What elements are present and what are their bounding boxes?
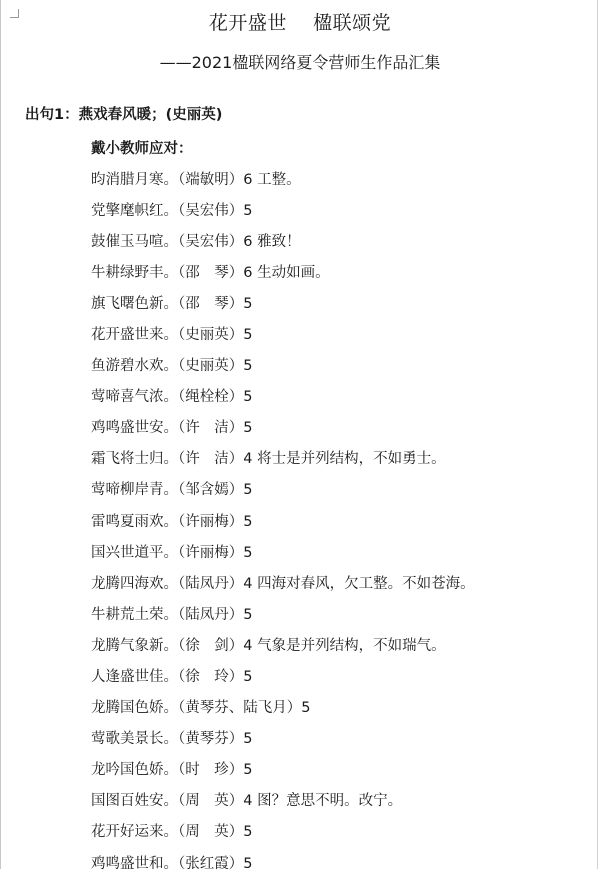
entry-score: 4 — [243, 575, 253, 592]
entry-line: 莺啼柳岸青。 — [91, 482, 178, 499]
entry-line: 鼓催玉马喧。 — [91, 233, 178, 250]
response-entry — [91, 569, 475, 600]
entry-author: （吴宏伟） — [178, 202, 244, 219]
response-entry — [91, 289, 475, 320]
entry-score: 5 — [243, 544, 253, 561]
entry-line: 鸡鸣盛世和。 — [91, 855, 178, 872]
entry-line: 龙吟国色娇。 — [91, 762, 178, 779]
entry-line: 牛耕荒土荣。 — [91, 606, 178, 623]
entry-score: 5 — [243, 420, 253, 437]
response-entry — [91, 196, 475, 227]
entry-score: 5 — [243, 669, 253, 685]
entry-author: （邹含嫣） — [178, 482, 244, 499]
entry-score: 6 — [243, 264, 253, 281]
couplet-prompt: 出句1：燕戏春风暖；(史丽英) — [25, 107, 223, 123]
entry-comment: 四海对春风，欠工整。不如苍海。 — [252, 575, 475, 592]
entry-score: 5 — [301, 700, 311, 717]
entry-comment: 图？意思不明。改宁。 — [252, 793, 403, 810]
response-entry — [91, 662, 475, 693]
entry-line: 龙腾国色娇。 — [91, 700, 178, 717]
entry-line: 国兴世道平。 — [91, 544, 178, 561]
response-list — [91, 165, 475, 880]
response-entry — [91, 817, 475, 848]
entry-line: 牛耕绿野丰。 — [91, 264, 178, 281]
entry-line: 人逢盛世佳。 — [91, 669, 178, 685]
entry-line: 莺歌美景长。 — [91, 731, 178, 748]
entry-author: （周 英） — [178, 824, 244, 841]
entry-author: （周 英） — [178, 793, 244, 810]
response-entry — [91, 227, 475, 258]
entry-score: 6 — [243, 233, 253, 250]
response-entry — [91, 849, 475, 880]
response-entry — [91, 413, 475, 444]
entry-line: 鸡鸣盛世安。 — [91, 420, 178, 437]
entry-score: 4 — [243, 451, 253, 468]
response-entry — [91, 258, 475, 289]
entry-author: （许丽梅） — [178, 513, 244, 530]
entry-score: 5 — [243, 731, 253, 748]
entry-author: （黄琴芬、陆飞月） — [178, 700, 302, 717]
entry-line: 龙腾四海欢。 — [91, 575, 178, 592]
response-entry — [91, 165, 475, 196]
entry-score: 5 — [243, 762, 253, 779]
entry-author: （张红霞） — [178, 855, 244, 872]
entry-line: 昀消腊月寒。 — [91, 171, 178, 188]
entry-score: 6 — [243, 171, 253, 188]
response-entry — [91, 724, 475, 755]
page-edge-right — [597, 0, 598, 869]
entry-score: 5 — [243, 295, 253, 312]
response-entry — [91, 444, 475, 475]
response-entry — [91, 631, 475, 662]
entry-author: （史丽英） — [178, 326, 244, 343]
entry-author: （邵 琴） — [178, 295, 244, 312]
entry-line: 霜飞将士归。 — [91, 451, 178, 468]
entry-line: 花开好运来。 — [91, 824, 178, 841]
response-entry — [91, 538, 475, 569]
entry-score: 5 — [243, 513, 253, 530]
entry-author: （陆凤丹） — [178, 606, 244, 623]
entry-line: 国图百姓安。 — [91, 793, 178, 810]
document-title: 花开盛世 楹联颂党 — [208, 12, 392, 34]
entry-author: （许 洁） — [178, 420, 244, 437]
entry-author: （时 珍） — [178, 762, 244, 779]
entry-author: （徐 剑） — [178, 637, 244, 654]
entry-score: 5 — [243, 824, 253, 841]
entry-author: （吴宏伟） — [178, 233, 244, 250]
entry-author: （黄琴芬） — [178, 731, 244, 748]
response-entry — [91, 475, 475, 506]
entry-author: （史丽英） — [178, 358, 244, 375]
entry-line: 龙腾气象新。 — [91, 637, 178, 654]
entry-score: 5 — [243, 202, 253, 219]
response-entry — [91, 786, 475, 817]
entry-line: 旗飞曙色新。 — [91, 295, 178, 312]
entry-author: （端敏明） — [178, 171, 244, 188]
entry-score: 5 — [243, 358, 253, 375]
entry-comment: 将士是并列结构，不如勇士。 — [252, 451, 446, 468]
document-subtitle: ——2021楹联网络夏令营师生作品汇集 — [159, 53, 441, 72]
entry-comment: 气象是并列结构，不如瑞气。 — [252, 637, 446, 654]
entry-author: （陆凤丹） — [178, 575, 244, 592]
response-entry — [91, 755, 475, 786]
response-entry — [91, 382, 475, 413]
entry-score: 5 — [243, 482, 253, 499]
entry-score: 5 — [243, 326, 253, 343]
response-entry — [91, 693, 475, 724]
entry-score: 4 — [243, 793, 253, 810]
entry-author: （许丽梅） — [178, 544, 244, 561]
entry-comment: 雅致！ — [252, 233, 301, 250]
entry-author: （许 洁） — [178, 451, 244, 468]
entry-line: 花开盛世来。 — [91, 326, 178, 343]
response-entry — [91, 507, 475, 538]
entry-score: 5 — [243, 606, 253, 623]
page-edge-left — [0, 0, 1, 869]
section-heading: 戴小教师应对： — [91, 141, 193, 157]
entry-score: 4 — [243, 637, 253, 654]
entry-comment: 工整。 — [252, 171, 301, 188]
response-entry — [91, 600, 475, 631]
entry-score: 5 — [243, 389, 253, 406]
response-entry — [91, 320, 475, 351]
entry-line: 鱼游碧水欢。 — [91, 358, 178, 375]
entry-comment: 生动如画。 — [252, 264, 330, 281]
entry-author: （徐 玲） — [178, 669, 244, 685]
response-entry — [91, 351, 475, 382]
entry-line: 雷鸣夏雨欢。 — [91, 513, 178, 530]
entry-author: （邵 琴） — [178, 264, 244, 281]
entry-score: 5 — [243, 855, 253, 872]
entry-line: 莺啼喜气浓。 — [91, 389, 178, 406]
entry-author: （绳栓栓） — [178, 389, 244, 406]
entry-line: 党擎麾帜红。 — [91, 202, 178, 219]
